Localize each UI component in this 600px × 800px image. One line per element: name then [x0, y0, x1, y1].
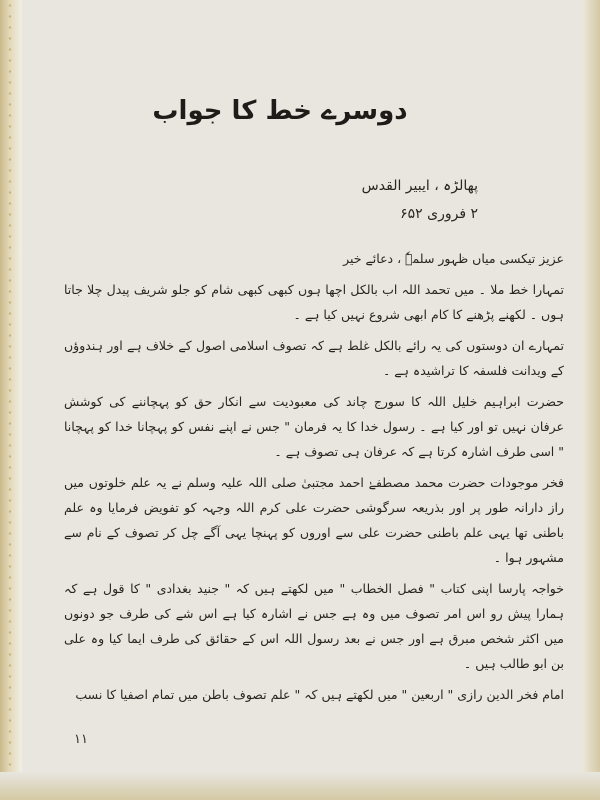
- page-number: ۱۱: [74, 732, 88, 747]
- paragraph-3: حضرت ابراہیم خلیل اللہ کا سورج چاند کی معبودیت سے انکار حق کو پہچاننے کی کوشش عرفان نہیں تو اور کیا ہے ۔ رسول خدا کا یہ فرمان " جس نے اپنے نفس کو پہچانا خدا کو پہچانا " اسی طرف اشارہ کرتا ہے کہ عرفان ہی تصوف ہے ۔: [64, 394, 564, 459]
- page-bottom-edge: [0, 772, 600, 800]
- paragraph-4: فخر موجودات حضرت محمد مصطفےٰ احمد مجتبیٰ صلی اللہ علیہ وسلم نے یہ علم خلوتوں میں راز دارانہ طور پر اور بذریعہ سرگوشی حضرت علی کرم اللہ وجہہ کو تفویض فرمایا وہ علم باطنی تھا یہی علم باطنی حضرت علی سے اوروں کو پہنچا یہی آگے چل کر تصوف کے نام سے مشہور ہوا ۔: [64, 475, 564, 565]
- paragraph-6: امام فخر الدین رازی " اربعین " میں لکھتے ہیں کہ " علم تصوف باطن میں تمام اصفیا کا نسب: [75, 687, 564, 702]
- letter-date: ۲ فروری ۶۵۲: [400, 206, 478, 222]
- letter-place: پھالڑہ ، ایبیر القدس: [361, 178, 478, 194]
- letter-body: [64, 246, 564, 713]
- paragraph-2: تمہارے ان دوستوں کی یہ رائے بالکل غلط ہے کہ تصوف اسلامی اصول کے خلاف ہے اور ہندوؤں کے ویدانت فلسفہ کا تراشیدہ ہے ۔: [64, 338, 564, 378]
- paragraph-1: تمہارا خط ملا ۔ میں تحمد اللہ اب بالکل اچھا ہوں کبھی کبھی شام کو جلو شریف پیدل چلا جاتا ہوں ۔ لکھنے پڑھنے کا کام ابھی شروع نہیں کیا ہے ۔: [64, 282, 564, 322]
- salutation: عزیز تیکسی میاں ظہور سلمہٗ ، دعائے خیر: [343, 251, 564, 266]
- binding-texture: [6, 0, 14, 800]
- letter-heading: دوسرے خط کا جواب: [152, 96, 408, 126]
- paragraph-5: خواجہ پارسا اپنی کتاب " فصل الخطاب " میں لکھتے ہیں کہ " جنید بغدادی " کا قول ہے کہ ہمارا پیش رو اس امر تصوف میں وہ ہے جس نے اشارہ کیا ہے اس شے کی طرف جو دونوں میں اکثر شخص مبرق ہے اور جس نے بعد رسول اللہ اس کے حقائق کی طرف ایما کیا وہ علی بن ابو طالب ہیں ۔: [64, 581, 564, 671]
- page-binding-edge: [0, 0, 22, 800]
- page-right-edge: [582, 0, 600, 800]
